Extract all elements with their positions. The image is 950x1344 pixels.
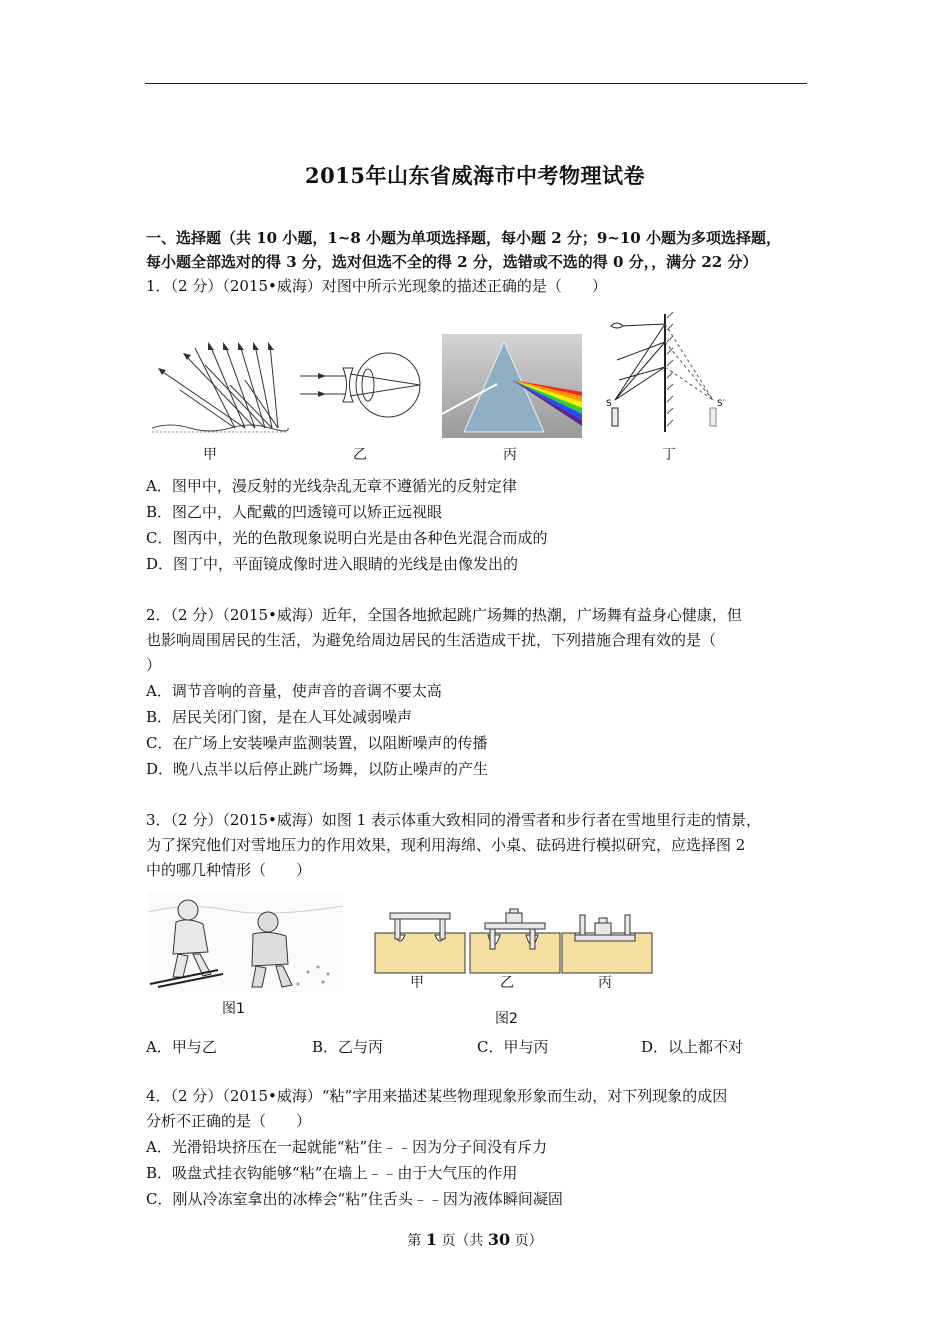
q4-option-b: B．吸盘式挂衣钩能够“粘”在墙上﹣﹣由于大气压的作用 <box>146 1164 518 1182</box>
q2-option-b: B．居民关闭门窗，是在人耳处减弱噪声 <box>146 708 413 726</box>
footer-suffix: 页） <box>514 1233 543 1249</box>
prism-dispersion-figure <box>442 334 582 438</box>
section-heading-line1: 一、选择题（共 10 小题，1~8 小题为单项选择题，每小题 2 分；9~10 小题为多项选择题， <box>146 229 781 247</box>
plane-mirror-figure <box>603 312 733 437</box>
footer-prefix: 第 <box>407 1233 422 1249</box>
footer-mid: 页（共 <box>441 1233 484 1249</box>
fig-caption-ding: 丁 <box>662 447 676 463</box>
q4-stem-line2: 分析不正确的是（ ） <box>146 1112 312 1130</box>
q1-option-c: C．图丙中，光的色散现象说明白光是由各种色光混合而成的 <box>146 529 548 547</box>
page-footer <box>0 1230 950 1250</box>
q3-option-a: A．甲与乙 <box>146 1038 217 1056</box>
diffuse-reflection-figure <box>150 340 290 435</box>
page-title: 2015年山东省威海市中考物理试卷 <box>305 163 645 188</box>
q1-option-b: B．图乙中，人配戴的凹透镜可以矫正远视眼 <box>146 503 443 521</box>
q2-option-c: C．在广场上安装噪声监测装置，以阻断噪声的传播 <box>146 734 488 752</box>
q3-stem-line2: 为了探究他们对雪地压力的作用效果，现利用海绵、小桌、砝码进行模拟研究，应选择图 2 <box>146 836 746 854</box>
fig2-label-jia: 甲 <box>410 975 424 991</box>
q2-stem-line1: 2．（2 分）（2015•威海）近年，全国各地掀起跳广场舞的热潮，广场舞有益身心健康，但 <box>146 606 742 624</box>
q1-option-a: A．图甲中，漫反射的光线杂乱无章不遵循光的反射定律 <box>146 477 517 495</box>
fig2-caption: 图2 <box>495 1011 518 1027</box>
q3-stem-line1: 3．（2 分）（2015•威海）如图 1 表示体重大致相同的滑雪者和步行者在雪地里行走的情景， <box>146 811 761 829</box>
q3-stem-line3: 中的哪几种情形（ ） <box>146 861 312 879</box>
q4-option-c: C．刚从冷冻室拿出的冰棒会“粘”住舌头﹣﹣因为液体瞬间凝固 <box>146 1190 563 1208</box>
mirror-label-s-prime: S′ <box>717 399 725 409</box>
header-rule <box>145 83 807 84</box>
eye-lens-figure <box>298 350 428 420</box>
fig1-caption: 图1 <box>222 1001 245 1017</box>
fig-caption-yi: 乙 <box>353 447 367 463</box>
q2-option-d: D．晚八点半以后停止跳广场舞，以防止噪声的产生 <box>146 760 489 778</box>
q2-stem-line2: 也影响周围居民的生活，为避免给周边居民的生活造成干扰，下列措施合理有效的是（ <box>146 631 717 649</box>
section-heading-line2: 每小题全部选对的得 3 分，选对但选不全的得 2 分，选错或不选的得 0 分，，满分 22 分） <box>146 253 758 271</box>
q3-option-b: B．乙与丙 <box>312 1038 384 1056</box>
footer-total-pages: 30 <box>487 1230 511 1249</box>
fig-caption-bing: 丙 <box>503 447 517 463</box>
q2-stem-line3: ） <box>146 656 162 674</box>
skier-walker-figure <box>148 892 343 992</box>
q4-stem-line1: 4．（2 分）（2015•威海）“粘”字用来描述某些物理现象形象而生动，对下列现象的成因 <box>146 1087 728 1105</box>
q3-option-c: C．甲与丙 <box>477 1038 549 1056</box>
mirror-label-s: S <box>606 399 612 409</box>
footer-page-number: 1 <box>425 1230 437 1249</box>
fig2-label-bing: 丙 <box>598 975 612 991</box>
q1-stem: 1．（2 分）（2015•威海）对图中所示光现象的描述正确的是（ ） <box>146 277 607 295</box>
q1-option-d: D．图丁中，平面镜成像时进入眼睛的光线是由像发出的 <box>146 555 519 573</box>
q4-option-a: A．光滑铅块挤压在一起就能“粘”住﹣﹣因为分子间没有斥力 <box>146 1138 548 1156</box>
q2-option-a: A．调节音响的音量，使声音的音调不要太高 <box>146 682 442 700</box>
sponge-experiment-figure <box>370 905 660 975</box>
fig-caption-jia: 甲 <box>203 447 217 463</box>
fig2-label-yi: 乙 <box>500 975 514 991</box>
q3-option-d: D．以上都不对 <box>641 1038 744 1056</box>
